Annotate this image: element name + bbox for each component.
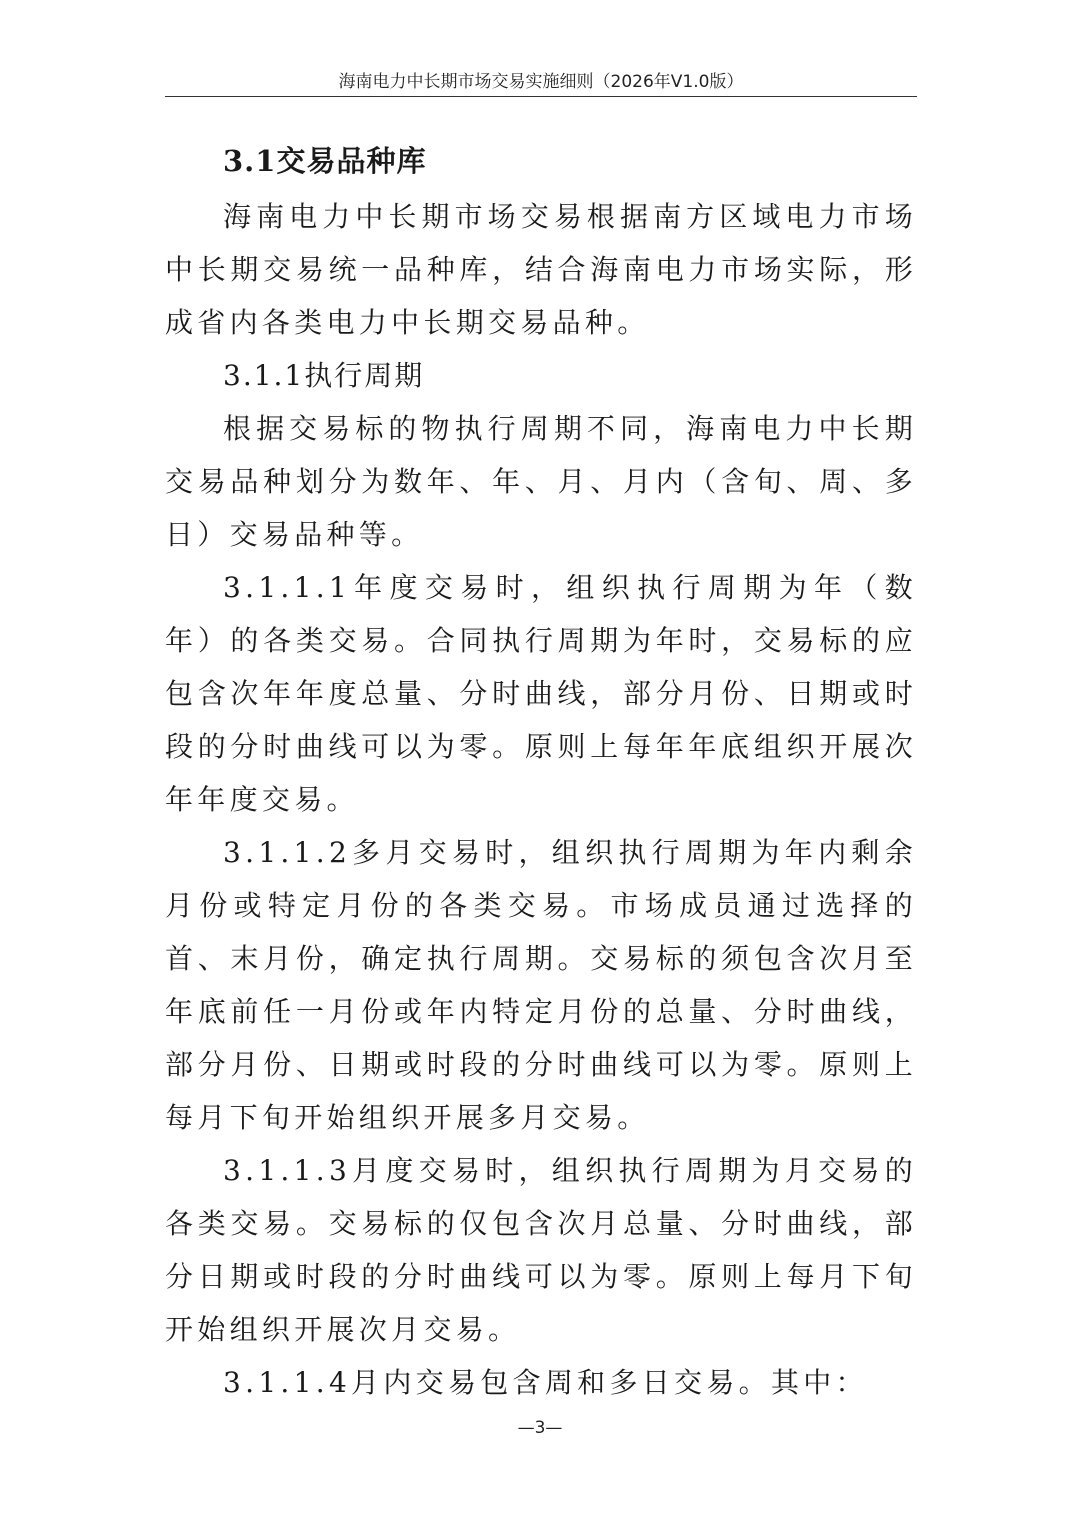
section-heading: 3.1交易品种库 <box>223 144 427 178</box>
subsection-heading: 3.1.1执行周期 <box>223 359 425 392</box>
clause-paragraph: 3.1.1.2多月交易时，组织执行周期为年内剩余月份或特定月份的各类交易。市场成员通过选择的首、末月份，确定执行周期。交易标的须包含次月至年底前任一月份或年内特定月份的总量、分时曲线，部分月份、日期或时段的分时曲线可以为零。原则上每月下旬开始组织开展多月交易。 <box>165 836 917 1134</box>
section-intro-paragraph: 海南电力中长期市场交易根据南方区域电力市场中长期交易统一品种库，结合海南电力市场实际，形成省内各类电力中长期交易品种。 <box>165 200 917 339</box>
subsection-intro-paragraph: 根据交易标的物执行周期不同，海南电力中长期交易品种划分为数年、年、月、月内（含旬、周、多日）交易品种等。 <box>165 412 917 551</box>
page-number: —3— <box>517 1418 563 1438</box>
clause-paragraph: 3.1.1.4月内交易包含周和多日交易。其中： <box>223 1366 868 1399</box>
clause-paragraph: 3.1.1.3月度交易时，组织执行周期为月交易的各类交易。交易标的仅包含次月总量、分时曲线，部分日期或时段的分时曲线可以为零。原则上每月下旬开始组织开展次月交易。 <box>165 1154 917 1346</box>
clause-paragraph: 3.1.1.1年度交易时，组织执行周期为年（数年）的各类交易。合同执行周期为年时，交易标的应包含次年年度总量、分时曲线，部分月份、日期或时段的分时曲线可以为零。原则上每年年底组织开展次年年度交易。 <box>165 571 917 816</box>
document-body <box>165 132 917 1409</box>
page-header: 海南电力中长期市场交易实施细则（2026年V1.0版） <box>338 72 744 92</box>
header-rule <box>165 96 917 97</box>
